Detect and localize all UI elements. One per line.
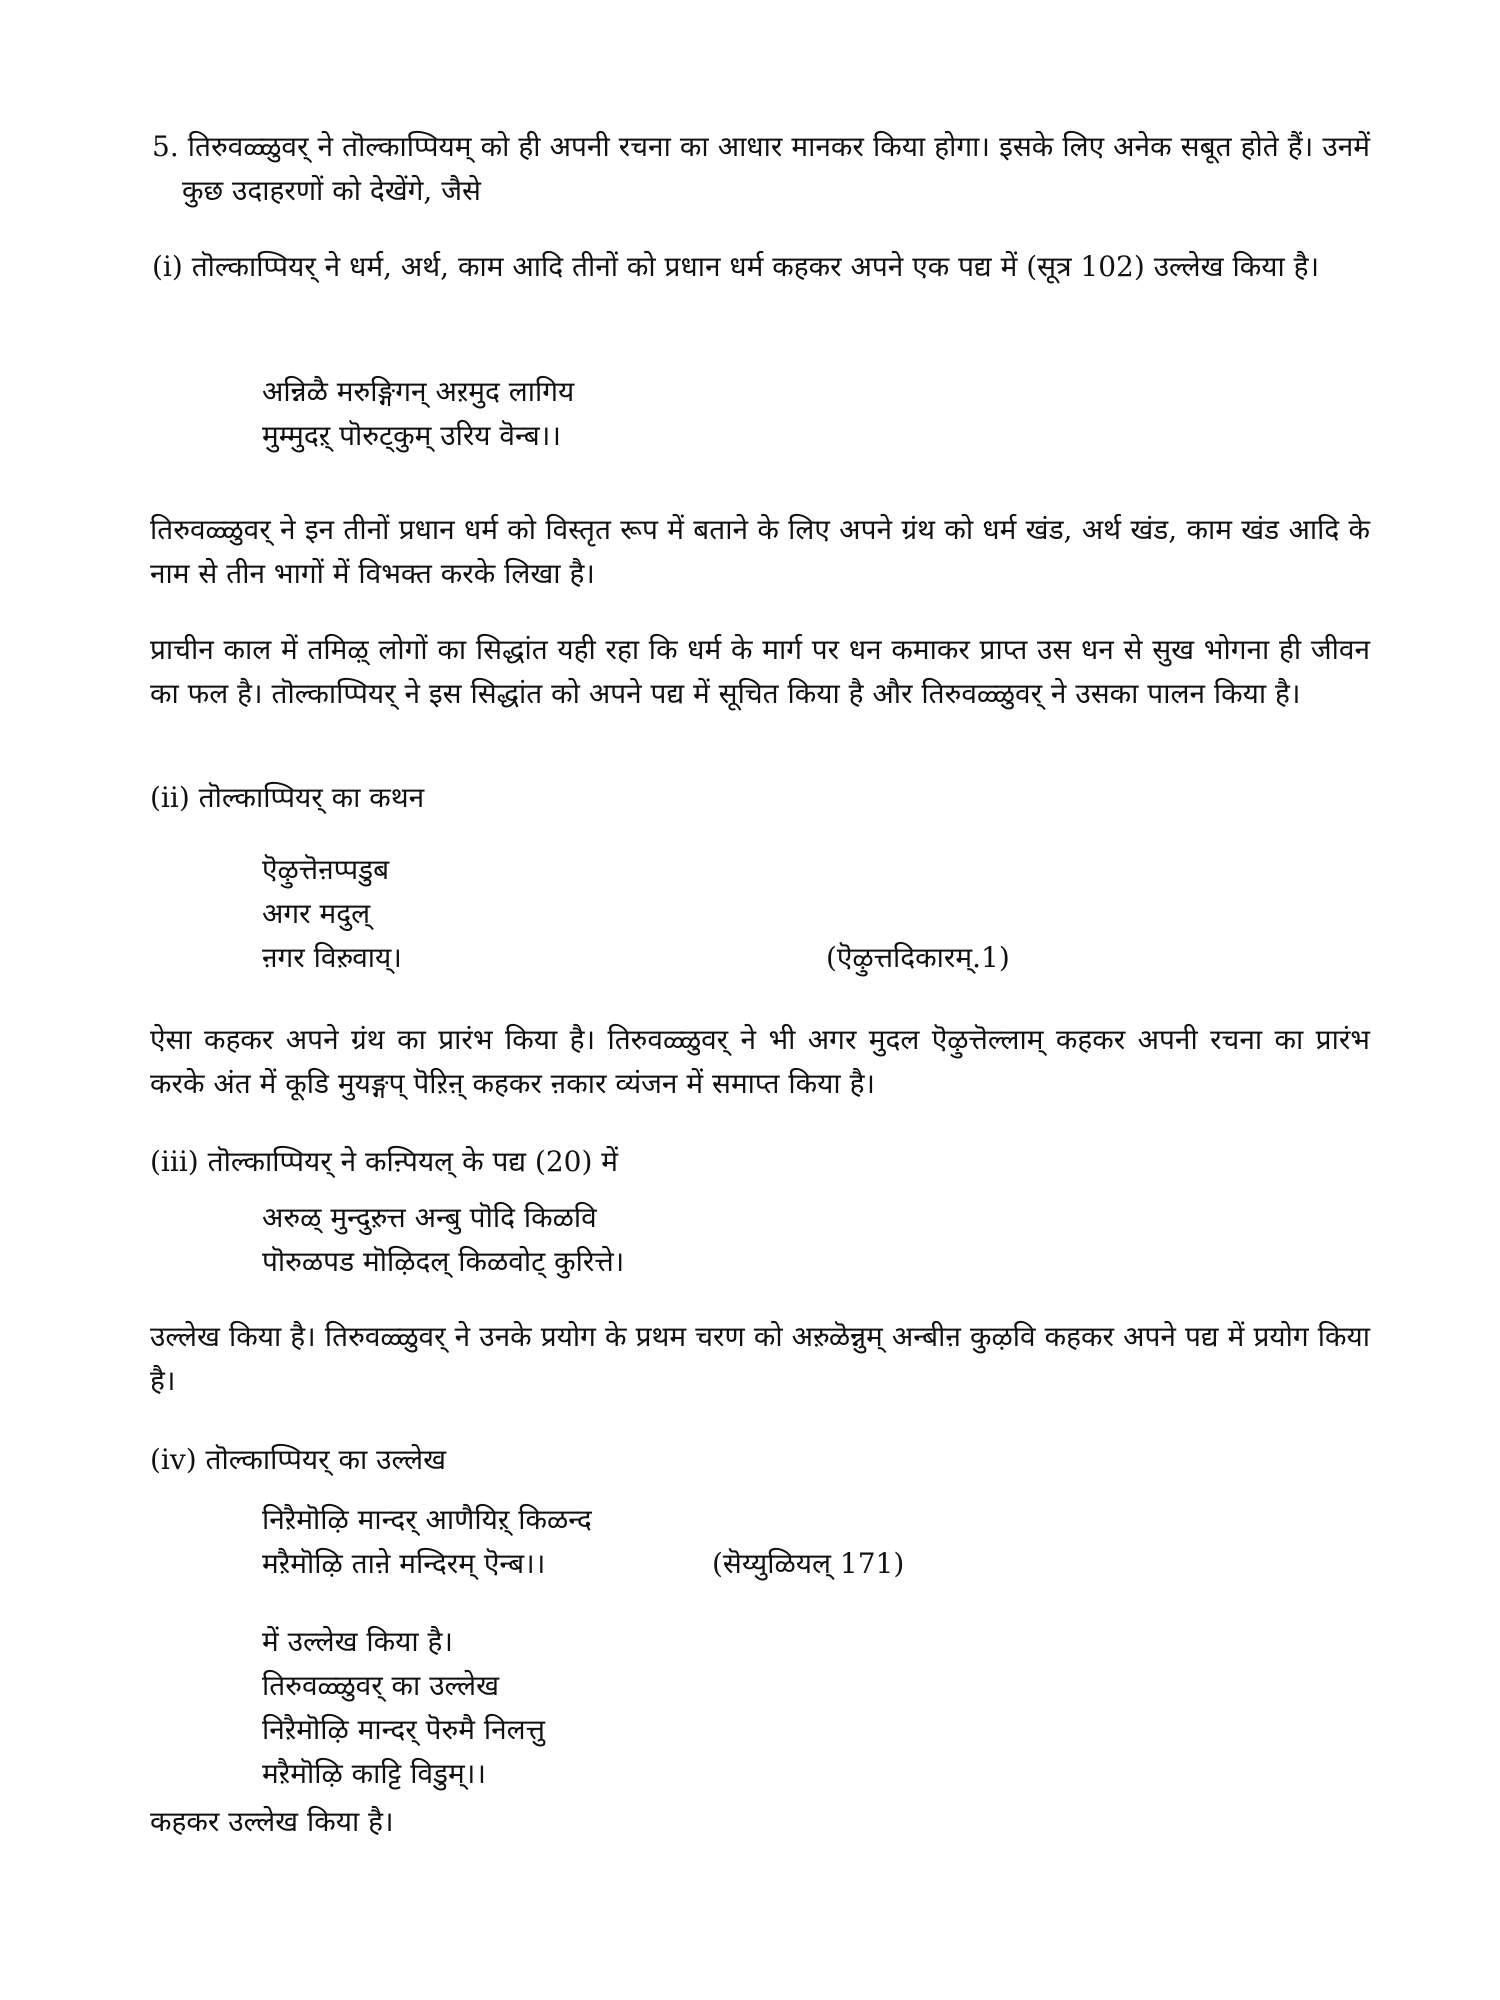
item-5-paragraph: 5. तिरुवळ्ळुवर् ने तॊल्काप्पियम् को ही अपनी रचना का आधार मानकर किया होगा। इसके लिए अनेक सबूत होते हैं। उनमें कुछ उदाहरणों को देखेंगे, जैसे bbox=[152, 130, 1370, 207]
item-i-paragraph: (i) तॊल्काप्पियर् ने धर्म, अर्थ, काम आदि तीनों को प्रधान धर्म कहकर अपने एक पद्य में (सूत्र 102) उल्लेख किया है। bbox=[152, 250, 1320, 283]
verse-line: ऩगर विऱुवाय्। bbox=[262, 941, 402, 974]
verse-iii bbox=[262, 1196, 1362, 1284]
verse-iv-2 bbox=[262, 1620, 1362, 1796]
verse-line: मऱैमॊऴि काट्टि विडुम्।। bbox=[262, 1757, 486, 1790]
paragraph-1: तिरुवळ्ळुवर् ने इन तीनों प्रधान धर्म को विस्तृत रूप में बताने के लिए अपने ग्रंथ को धर्म खंड, अर्थ खंड, काम खंड आदि के नाम से तीन भागों में विभक्त करके लिखा है। bbox=[150, 513, 1371, 590]
item-iii-heading: (iii) तॊल्काप्पियर् ने कऩ्पियल् के पद्य (20) में bbox=[150, 1145, 619, 1178]
verse-line: मऱैमॊऴि ताऩे मन्दिरम् ऎन्ब।। bbox=[262, 1547, 546, 1580]
item-ii-heading: (ii) तॊल्काप्पियर् का कथन bbox=[150, 781, 425, 814]
paragraph-2: प्राचीन काल में तमिऴ् लोगों का सिद्धांत यही रहा कि धर्म के मार्ग पर धन कमाकर प्राप्त उस धन से सुख भोगना ही जीवन का फल है। तॊल्काप्पियर् ने इस सिद्धांत को अपने पद्य में सूचित किया है और तिरुवळ्ळुवर् ने उसका पालन किया है। bbox=[150, 633, 1370, 710]
verse-ii bbox=[262, 848, 1362, 980]
verse-line: अन्निळै मरुङ्गिगन् अऱमुद लागिय bbox=[262, 375, 575, 408]
verse-line: निऱैमॊऴि मान्दर् पॆरुमै निलत्तु bbox=[262, 1713, 545, 1746]
verse-line: अगर मदुल् bbox=[262, 897, 371, 930]
verse-i bbox=[262, 370, 1362, 458]
verse-line: अरुळ् मुन्दुऱुत्त अन्बु पॊदि किळवि bbox=[262, 1201, 597, 1234]
closing-line: कहकर उल्लेख किया है। bbox=[150, 1805, 394, 1838]
verse-line: निऱैमॊऴि मान्दर् आणैयिऱ् किळन्द bbox=[262, 1503, 592, 1536]
item-iv-heading: (iv) तॊल्काप्पियर् का उल्लेख bbox=[150, 1443, 447, 1476]
verse-line: पॊरुळपड मॊऴिदल् किळवोट् कुरित्ते। bbox=[262, 1245, 625, 1278]
citation-ii: (ऎऴुत्तदिकारम्.1) bbox=[826, 941, 1010, 974]
verse-line: तिरुवळ्ळुवर् का उल्लेख bbox=[262, 1669, 500, 1702]
paragraph-3: ऐसा कहकर अपने ग्रंथ का प्रारंभ किया है। तिरुवळ्ळुवर् ने भी अगर मुदल ऎऴुत्तॆल्लाम् कहकर अपनी रचना का प्रारंभ करके अंत में कूडि मुयङ्गप् पॆऱिऩ् कहकर ऩकार व्यंजन में समाप्त किया है। bbox=[150, 1023, 1370, 1100]
verse-line: ऎऴुत्तॆऩप्पडुब bbox=[262, 853, 390, 886]
verse-line: में उल्लेख किया है। bbox=[262, 1625, 454, 1658]
citation-iv: (सॆय्युळियल् 171) bbox=[712, 1547, 905, 1580]
paragraph-4: उल्लेख किया है। तिरुवळ्ळुवर् ने उनके प्रयोग के प्रथम चरण को अऱुळॆन्नुम् अन्बीऩ कुऴवि कहकर अपने पद्य में प्रयोग किया है। bbox=[150, 1320, 1370, 1397]
verse-line: मुम्मुदऱ् पॊरुट्कुम् उरिय वॆन्ब।। bbox=[262, 419, 562, 452]
